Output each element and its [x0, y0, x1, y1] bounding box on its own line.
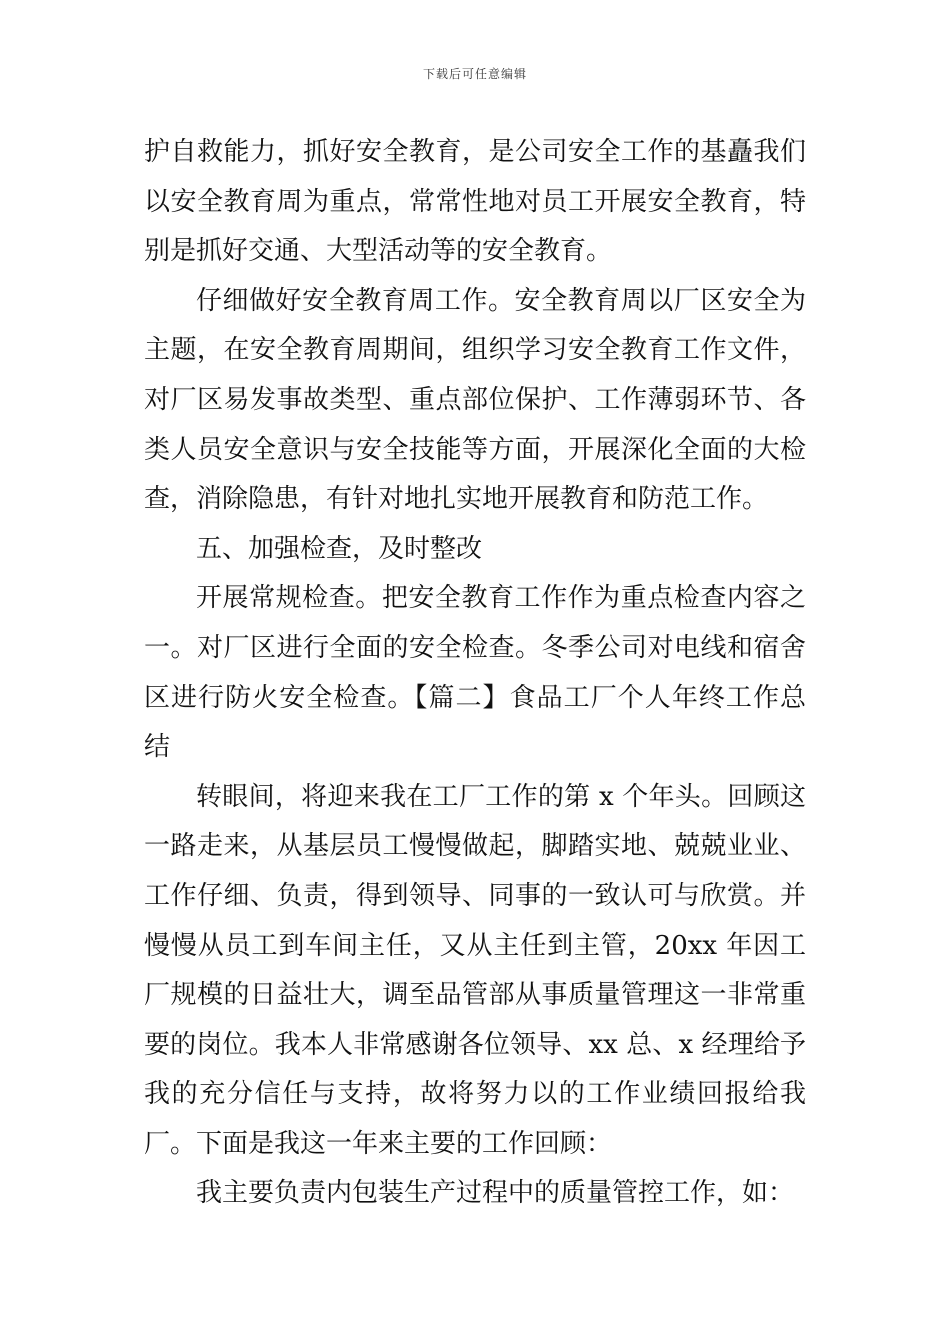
paragraph-5: 我主要负责内包装生产过程中的质量管控工作，如：	[196, 1178, 795, 1209]
document-body	[144, 128, 806, 1219]
paragraph-2: 仔细做好安全教育周工作。安全教育周以厂区安全为主题，在安全教育周期间，组织学习安全教育工作文件，对厂区易发事故类型、重点部位保护、工作薄弱环节、各类人员安全意识与安全技能等方面，开展深化全面的大检查，消除隐患，有针对地扎实地开展教育和防范工作。	[144, 285, 806, 515]
paragraph-4: 转眼间，将迎来我在工厂工作的第 x 个年头。回顾这一路走来，从基层员工慢慢做起，脚踏实地、兢兢业业、工作仔细、负责，得到领导、同事的一致认可与欣赏。并慢慢从员工到车间主任，又从主任到主管，20xx 年因工厂规模的日益壮大，调至品管部从事质量管理这一非常重要的岗位。我本人非常感谢各位领导、xx 总、x 经理给予我的充分信任与支持，故将努力以的工作业绩回报给我厂。下面是我这一年来主要的工作回顾：	[144, 781, 806, 1159]
paragraph-1: 护自救能力，抓好安全教育，是公司安全工作的基矗我们以安全教育周为重点，常常性地对员工开展安全教育，特别是抓好交通、大型活动等的安全教育。	[144, 137, 806, 267]
section-heading: 五、加强检查，及时整改	[196, 533, 483, 564]
header-note: 下载后可任意编辑	[422, 67, 527, 81]
paragraph-3: 开展常规检查。把安全教育工作作为重点检查内容之一。对厂区进行全面的安全检查。冬季公司对电线和宿舍区进行防火安全检查。【篇二】食品工厂个人年终工作总结	[144, 583, 806, 763]
